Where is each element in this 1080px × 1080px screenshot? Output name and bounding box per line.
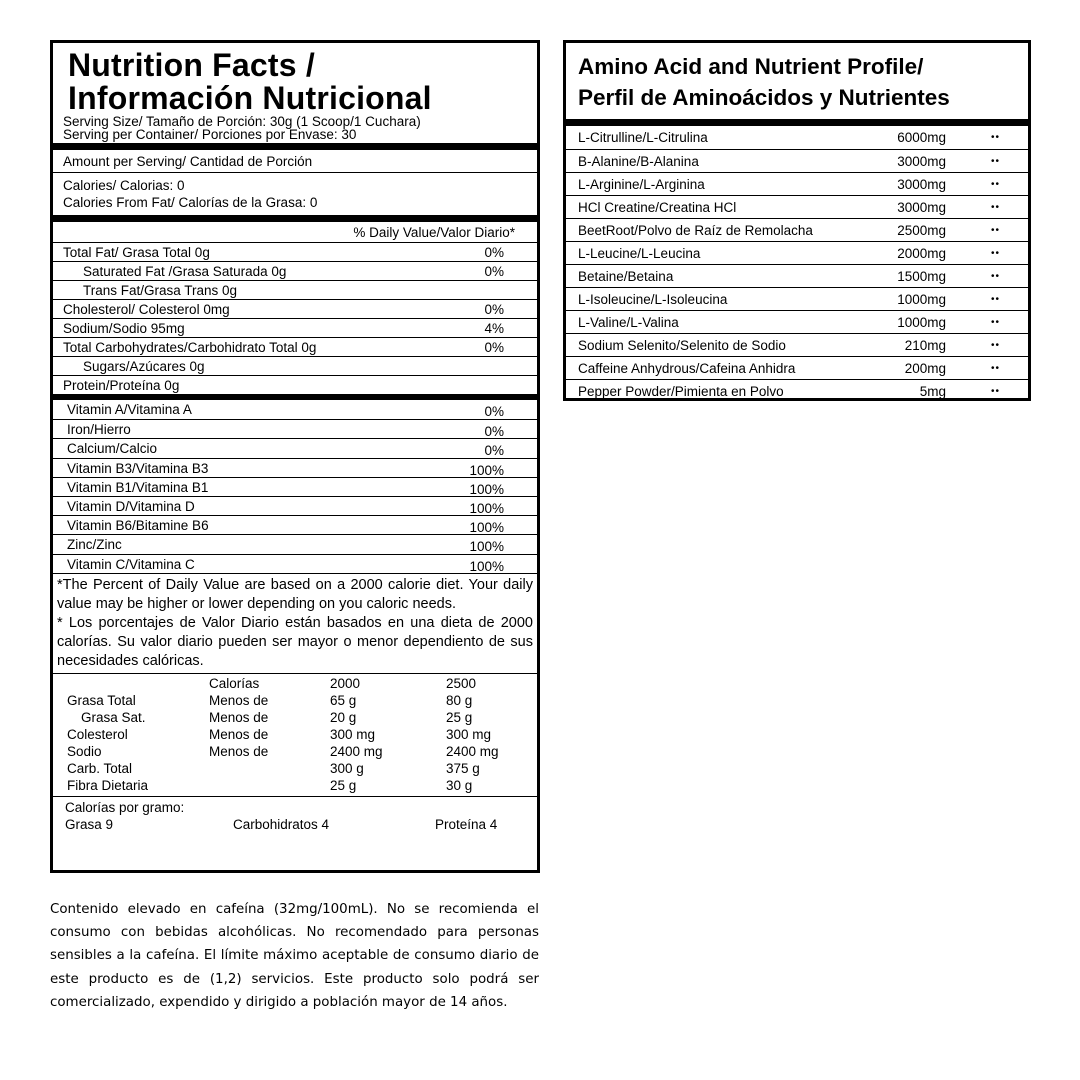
dv-table-header: 2000 [330, 675, 361, 691]
vitamin-label: Vitamin B3/Vitamina B3 [67, 460, 209, 476]
nutrient-label: Sugars/Azúcares 0g [83, 359, 205, 374]
amino-amount: 5mg [919, 384, 946, 399]
dv-table-cell: Sodio [67, 743, 102, 759]
dv-table-cell: 25 g [446, 709, 473, 725]
dv-table-cell: Grasa Sat. [81, 709, 146, 725]
vitamin-percent: 100% [469, 539, 504, 555]
amino-name: L-Citrulline/L-Citrulina [578, 130, 708, 145]
nutrient-label: Sodium/Sodio 95mg [63, 321, 185, 336]
nutrient-percent: 4% [484, 321, 504, 336]
dv-table-cell: Menos de [209, 692, 269, 708]
vitamin-label: Vitamin B6/Bitamine B6 [67, 518, 209, 534]
vitamin-row [53, 419, 537, 438]
vitamin-row [53, 477, 537, 496]
amino-name: L-Valine/L-Valina [578, 315, 679, 330]
vitamin-percent: 100% [469, 520, 504, 536]
amino-name: Pepper Powder/Pimienta en Polvo [578, 384, 784, 399]
nutrient-row [53, 318, 537, 337]
vitamin-percent: 100% [469, 558, 504, 574]
amino-acid-panel [563, 40, 1031, 401]
nutrient-label: Protein/Proteína 0g [63, 378, 180, 393]
divider-thick [53, 143, 537, 150]
amino-mark: •• [990, 202, 1000, 213]
dv-table-cell: 300 mg [330, 726, 376, 742]
amino-title-line1: Amino Acid and Nutrient Profile/ [578, 54, 924, 79]
amino-row [566, 264, 1028, 287]
dv-table-cell: 65 g [330, 692, 357, 708]
vitamin-label: Vitamin D/Vitamina D [67, 498, 195, 514]
amino-mark: •• [990, 363, 1000, 374]
amino-mark: •• [990, 386, 1000, 397]
calories: Calories/ Calorias: 0 [63, 178, 185, 193]
vitamin-row [53, 458, 537, 477]
nutrition-facts-panel [50, 40, 540, 873]
nutrient-row [53, 375, 537, 394]
amino-row [566, 172, 1028, 195]
amino-amount: 3000mg [897, 177, 946, 192]
amino-title [566, 43, 1028, 119]
dv-table-header: 2500 [446, 675, 477, 691]
amino-row [566, 356, 1028, 379]
amino-row [566, 287, 1028, 310]
divider-thick [566, 119, 1028, 126]
amount-per-serving: Amount per Serving/ Cantidad de Porción [63, 154, 313, 169]
amino-amount: 3000mg [897, 200, 946, 215]
amino-mark: •• [990, 156, 1000, 167]
amino-row [566, 195, 1028, 218]
vitamin-label: Vitamin B1/Vitamina B1 [67, 479, 209, 495]
vitamin-label: Zinc/Zinc [67, 537, 122, 553]
amino-mark: •• [990, 340, 1000, 351]
nutrient-row [53, 261, 537, 280]
amino-mark: •• [990, 132, 1000, 143]
calories-per-gram [53, 796, 537, 835]
amino-row [566, 126, 1028, 149]
nutrition-title-line1: Nutrition Facts / [68, 47, 315, 83]
nutrient-row [53, 280, 537, 299]
vitamin-percent: 100% [469, 462, 504, 478]
amino-amount: 6000mg [897, 130, 946, 145]
amino-mark: •• [990, 294, 1000, 305]
amino-amount: 1000mg [897, 292, 946, 307]
nutrient-percent: 0% [484, 302, 504, 317]
amino-row [566, 333, 1028, 356]
amino-mark: •• [990, 271, 1000, 282]
nutrient-label: Trans Fat/Grasa Trans 0g [83, 283, 238, 298]
calories-per-gram-carbs: Carbohidratos 4 [233, 816, 330, 832]
dv-table-cell: 375 g [446, 760, 480, 776]
dv-table-cell: 2400 mg [330, 743, 383, 759]
amino-name: Sodium Selenito/Selenito de Sodio [578, 338, 786, 353]
dv-table-cell: Fibra Dietaria [67, 777, 149, 793]
vitamin-percent: 100% [469, 481, 504, 497]
nutrient-label: Cholesterol/ Colesterol 0mg [63, 302, 230, 317]
amino-amount: 2500mg [897, 223, 946, 238]
nutrient-label: Total Fat/ Grasa Total 0g [63, 245, 210, 260]
footnote [53, 573, 537, 673]
dv-table-cell: 30 g [446, 777, 473, 793]
dv-table-header: Calorías [209, 675, 260, 691]
nutrient-row [53, 299, 537, 318]
nutrient-percent: 0% [484, 264, 504, 279]
amino-mark: •• [990, 179, 1000, 190]
amino-amount: 2000mg [897, 246, 946, 261]
vitamin-row [53, 438, 537, 457]
amino-name: HCl Creatine/Creatina HCl [578, 200, 737, 215]
amino-amount: 1500mg [897, 269, 946, 284]
vitamin-row [53, 534, 537, 553]
vitamin-percent: 0% [484, 443, 504, 459]
footnote-spanish: * Los porcentajes de Valor Diario están basados en una dieta de 2000 calorías. Su valor diario pueden ser mayor o menor dependiento de sus necesidades calóricas. [57, 614, 533, 669]
amino-amount: 200mg [904, 361, 946, 376]
daily-value-header: % Daily Value/Valor Diario* [353, 225, 515, 240]
amino-mark: •• [990, 225, 1000, 236]
amino-name: Caffeine Anhydrous/Cafeina Anhidra [578, 361, 796, 376]
dv-table-cell: Menos de [209, 709, 269, 725]
amino-amount: 1000mg [897, 315, 946, 330]
nutrient-list [53, 242, 537, 394]
serving-size: Serving Size/ Tamaño de Porción: 30g (1 Scoop/1 Cuchara) [63, 114, 421, 129]
amino-list [566, 126, 1028, 402]
nutrition-title-line2: Información Nutricional [68, 80, 432, 116]
amino-name: B-Alanine/B-Alanina [578, 154, 699, 169]
nutrient-label: Saturated Fat /Grasa Saturada 0g [83, 264, 287, 279]
calories-per-gram-fat: Grasa 9 [65, 816, 114, 832]
amino-name: L-Isoleucine/L-Isoleucina [578, 292, 728, 307]
nutrient-percent: 0% [484, 340, 504, 355]
amino-row [566, 379, 1028, 402]
dv-table-cell: 80 g [446, 692, 473, 708]
nutrient-row [53, 356, 537, 375]
amino-row [566, 218, 1028, 241]
divider-thick [53, 215, 537, 222]
amino-title-line2: Perfil de Aminoácidos y Nutrientes [578, 85, 950, 110]
nutrient-label: Total Carbohydrates/Carbohidrato Total 0g [63, 340, 317, 355]
amino-name: Betaine/Betaina [578, 269, 674, 284]
dv-table-cell: Colesterol [67, 726, 128, 742]
amino-name: L-Leucine/L-Leucina [578, 246, 701, 261]
amino-amount: 3000mg [897, 154, 946, 169]
vitamin-row [53, 496, 537, 515]
amino-row [566, 310, 1028, 333]
vitamin-percent: 0% [484, 404, 504, 419]
footnote-english: *The Percent of Daily Value are based on a 2000 calorie diet. Your daily value may be higher or lower depending on you caloric needs. [57, 576, 533, 612]
vitamin-label: Iron/Hierro [67, 422, 131, 438]
vitamin-label: Calcium/Calcio [67, 441, 158, 457]
caffeine-warning: Contenido elevado en cafeína (32mg/100mL). No se recomienda el consumo con bebidas alcohólicas. No recomendado para personas sensibles a la cafeína. El límite máximo aceptable de consumo diario de este producto es de (1,2) servicios. Este producto solo podrá ser comercializado, expendido y dirigido a población mayor de 14 años. [50, 902, 539, 1010]
calories-per-gram-title: Calorías por gramo: [65, 799, 185, 815]
vitamin-row [53, 554, 537, 573]
dv-table-cell: Grasa Total [67, 692, 136, 708]
dv-table-cell: 25 g [330, 777, 357, 793]
dv-table-cell: 2400 mg [446, 743, 499, 759]
nutrient-row [53, 242, 537, 261]
dv-table-cell: 300 g [330, 760, 364, 776]
dv-table-cell: Menos de [209, 743, 269, 759]
amino-amount: 210mg [904, 338, 946, 353]
servings-per-container: Serving per Container/ Porciones por Envase: 30 [63, 127, 357, 142]
dv-table-cell: 20 g [330, 709, 357, 725]
vitamin-label: Vitamin A/Vitamina A [67, 402, 192, 417]
vitamin-label: Vitamin C/Vitamina C [67, 556, 195, 572]
nutrient-row [53, 337, 537, 356]
amino-name: L-Arginine/L-Arginina [578, 177, 705, 192]
amino-mark: •• [990, 317, 1000, 328]
vitamin-row [53, 515, 537, 534]
vitamin-percent: 0% [484, 424, 504, 440]
vitamin-percent: 100% [469, 500, 504, 516]
nutrition-title [53, 43, 537, 115]
calories-per-gram-protein: Proteína 4 [435, 816, 498, 832]
amino-name: BeetRoot/Polvo de Raíz de Remolacha [578, 223, 813, 238]
dv-table-cell: Carb. Total [67, 760, 133, 776]
calories-from-fat: Calories From Fat/ Calorías de la Grasa: 0 [63, 195, 318, 210]
amino-row [566, 241, 1028, 264]
vitamin-row [53, 400, 537, 419]
daily-value-reference-table [53, 673, 537, 796]
nutrient-percent: 0% [484, 245, 504, 260]
amino-mark: •• [990, 248, 1000, 259]
vitamin-list [53, 400, 537, 573]
dv-table-cell: 300 mg [446, 726, 492, 742]
amino-row [566, 149, 1028, 172]
calories-block [53, 172, 537, 215]
dv-table-cell: Menos de [209, 726, 269, 742]
